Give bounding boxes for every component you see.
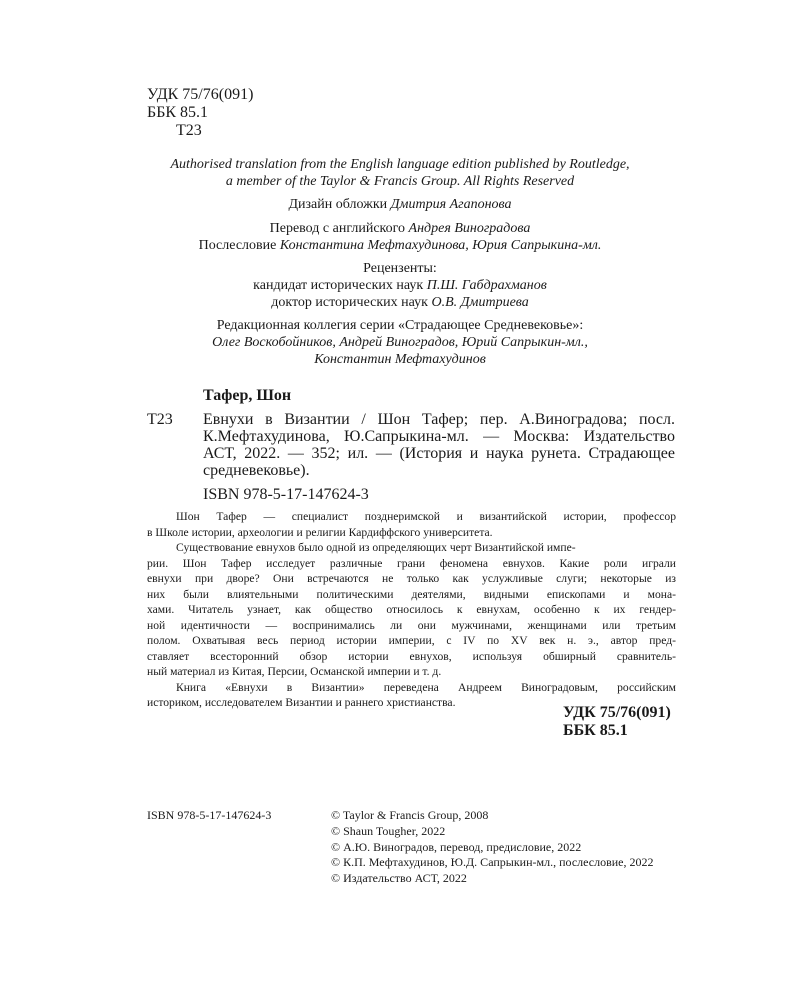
cover-designer-name: Дмитрия Агапонова — [390, 197, 512, 212]
reviewer-2-name: О.В. Дмитриева — [431, 295, 529, 310]
annotation-line: Шон Тафер — специалист позднеримской и византийской истории, профессор — [176, 510, 676, 523]
catalog-isbn: ISBN 978-5-17-147624-3 — [203, 486, 369, 503]
catalog-author: Тафер, Шон — [203, 387, 292, 404]
annotation-line: рии. Шон Тафер исследует различные грани феномена евнухов. Какие роли играли — [147, 556, 676, 570]
copyright-line: © Taylor & Francis Group, 2008 — [331, 808, 489, 822]
reviewer-2-title: доктор исторических наук — [271, 295, 432, 310]
rights-notice — [100, 156, 700, 190]
annotation-line: в Школе истории, археологии и религии Кардиффского университета. — [147, 525, 493, 539]
catalog-entry-line-2: К.Мефтахудинова, Ю.Сапрыкина-мл. — Москва: Издательство — [203, 428, 675, 445]
annotation-line: Книга «Евнухи в Византии» переведена Андреем Виноградовым, российским — [176, 680, 676, 694]
catalog-entry-line-3: АСТ, 2022. — 352; ил. — (История и наука рунета. Страдающее — [203, 445, 675, 462]
translator-name: Андрея Виноградова — [408, 221, 531, 236]
annotation-line: ной идентичности — воспринимались ли они мужчинами, женщинами или третьим — [147, 618, 676, 632]
editorial-board-members-2: Константин Мефтахудинов — [314, 352, 486, 367]
afterword-label: Послесловие — [198, 238, 280, 253]
rights-notice-line-1: Authorised translation from the English language edition published by Routledge, — [170, 157, 630, 172]
cover-design-credit — [100, 196, 700, 213]
annotation-line: ный материал из Китая, Персии, Османской империи и т. д. — [147, 665, 442, 678]
editorial-board — [100, 317, 700, 368]
imprint-isbn: ISBN 978-5-17-147624-3 — [147, 808, 272, 822]
annotation-line: полом. Охватывая весь период истории империи, с IV по XV век н. э., автор пред- — [147, 634, 676, 647]
reviewer-1-title: кандидат исторических наук — [253, 278, 427, 293]
annotation-line: историком, исследователем Византии и раннего христианства. — [147, 696, 456, 709]
bbk-code: ББК 85.1 — [147, 104, 209, 121]
rights-notice-line-2: a member of the Taylor & Francis Group. All Rights Reserved — [225, 174, 575, 189]
catalog-entry-line-4: средневековье). — [203, 462, 310, 479]
annotation-line: Существование евнухов было одной из определяющих черт Византийской импе- — [176, 541, 576, 554]
udk-code-bottom: УДК 75/76(091) — [563, 704, 671, 721]
afterword-authors: Константина Мефтахудинова, Юрия Сапрыкина-мл. — [279, 238, 602, 253]
editorial-board-heading: Редакционная коллегия серии «Страдающее Средневековье»: — [216, 318, 584, 333]
annotation-line: евнухи при дворе? Они встречаются не только как услужливые слуги; некоторые из — [147, 572, 676, 585]
annotation-line: ставляет всесторонний обзор истории евнухов, используя обширный сравнитель- — [147, 649, 676, 663]
author-sign: Т23 — [176, 122, 202, 139]
annotation — [147, 509, 676, 711]
copyright-line: © А.Ю. Виноградов, перевод, предисловие, 2022 — [331, 839, 582, 854]
bbk-code-bottom: ББК 85.1 — [563, 722, 628, 739]
editorial-board-members-1: Олег Воскобойников, Андрей Виноградов, Юрий Сапрыкин-мл., — [212, 335, 588, 350]
annotation-line: них были влиятельными политическими деятелями, видными епископами и мона- — [147, 587, 676, 601]
reviewers-heading: Рецензенты: — [363, 261, 437, 276]
copyright-line: © К.П. Мефтахудинов, Ю.Д. Сапрыкин-мл., послесловие, 2022 — [331, 855, 654, 870]
catalog-code: Т23 — [147, 411, 173, 428]
annotation-line: хами. Читатель узнает, как общество относилось к евнухам, особенно к их гендер- — [147, 603, 676, 616]
udk-code: УДК 75/76(091) — [147, 86, 254, 103]
catalog-entry-line-1: Евнухи в Византии / Шон Тафер; пер. А.Виноградова; посл. — [203, 411, 675, 428]
reviewers-block — [100, 260, 700, 311]
copyright-line: © Издательство АСТ, 2022 — [331, 871, 467, 886]
cover-design-label: Дизайн обложки — [288, 197, 391, 212]
translation-label: Перевод с английского — [269, 221, 409, 236]
copyright-list — [331, 808, 653, 887]
translation-credits — [100, 220, 700, 254]
copyright-line: © Shaun Tougher, 2022 — [331, 823, 446, 838]
reviewer-1-name: П.Ш. Габдрахманов — [426, 278, 547, 293]
